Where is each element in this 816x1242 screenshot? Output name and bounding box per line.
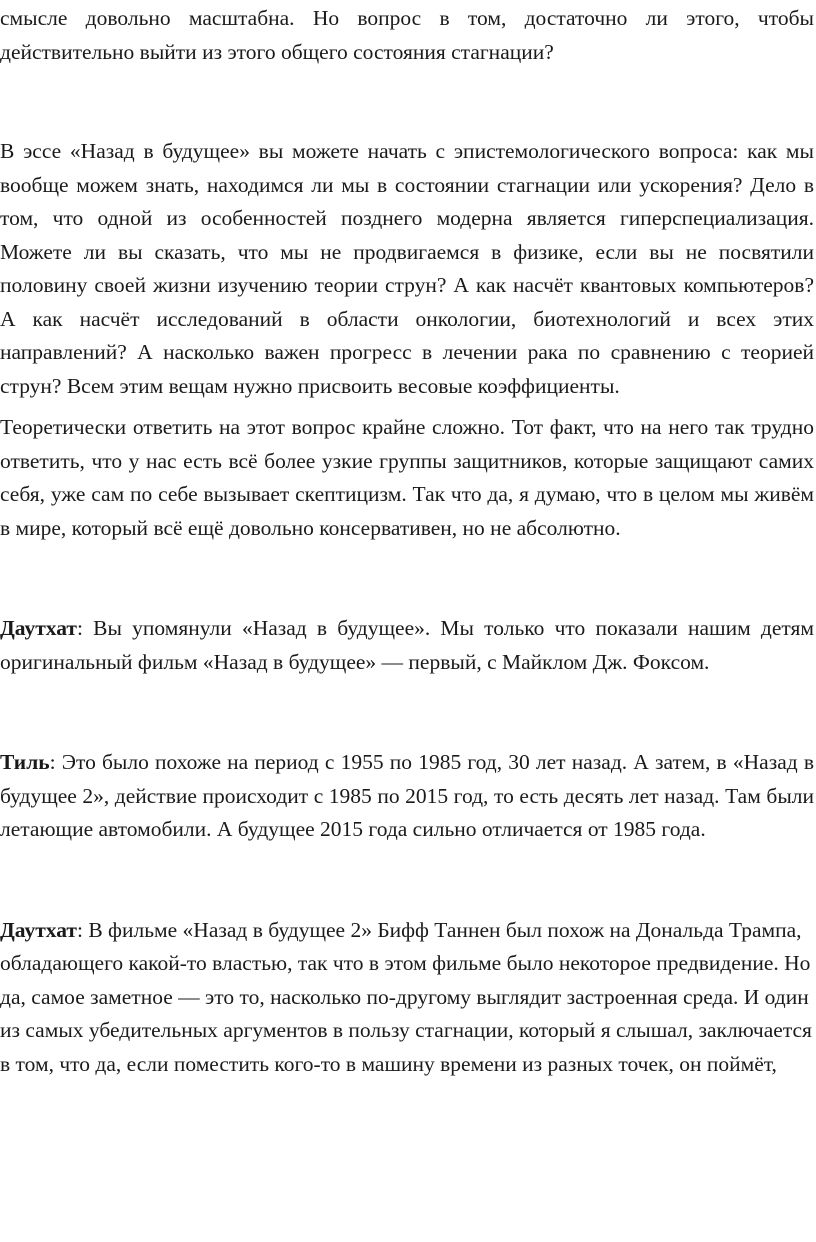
- paragraph-2: [0, 135, 814, 403]
- dialogue-douthat-2: [0, 914, 814, 1082]
- dialogue-text: : Вы упомянули «Назад в будущее». Мы только что показали нашим детям оригинальный фильм «Назад в будущее» — первый, с Майклом Дж. Фоксом.: [0, 616, 814, 674]
- paragraph-text: смысле довольно масштабна. Но вопрос в том, достаточно ли этого, чтобы действительно выйти из этого общего состояния стагнации?: [0, 6, 814, 64]
- dialogue-douthat-1: [0, 612, 814, 679]
- speaker-name: Даутхат: [0, 917, 77, 942]
- paragraph-text: В эссе «Назад в будущее» вы можете начать с эпистемологического вопроса: как мы вообще можем знать, находимся ли мы в состоянии стагнации или ускорения? Дело в том, что одной из особенностей позднего модерна является гиперспециализация. Можете ли вы сказать, что мы не продвигаемся в физике, если вы не посвятили половину своей жизни изучению теории струн? А как насчёт квантовых компьютеров? А как насчёт исследований в области онкологии, биотехнологий и всех этих направлений? А насколько важен прогресс в лечении рака по сравнению с теорией струн? Всем этим вещам нужно присвоить весовые коэффициенты.: [0, 139, 814, 398]
- speaker-name: Тиль: [0, 750, 50, 774]
- dialogue-text: : Это было похоже на период с 1955 по 1985 год, 30 лет назад. А затем, в «Назад в будущее 2», действие происходит с 1985 по 2015 год, то есть десять лет назад. Там были летающие автомобили. А будущее 2015 года сильно отличается от 1985 года.: [0, 750, 814, 841]
- paragraph-text: Теоретически ответить на этот вопрос крайне сложно. Тот факт, что на него так трудно ответить, что у нас есть всё более узкие группы защитников, которые защищают самих себя, уже сам по себе вызывает скептицизм. Так что да, я думаю, что в целом мы живём в мире, который всё ещё довольно консервативен, но не абсолютно.: [0, 415, 814, 540]
- dialogue-thiel-1: [0, 746, 814, 847]
- paragraph-3: [0, 411, 814, 545]
- dialogue-text: : В фильме «Назад в будущее 2» Бифф Таннен был похож на Дональда Трампа, обладающего какой-то властью, так что в этом фильме было некоторое предвидение. Но да, самое заметное — это то, насколько по-другому выглядит застроенная среда. И один из самых убедительных аргументов в пользу стагнации, который я слышал, заключается в том, что да, если поместить кого-то в машину времени из разных точек, он поймёт,: [0, 917, 812, 1076]
- speaker-name: Даутхат: [0, 616, 77, 640]
- paragraph-1: [0, 2, 814, 69]
